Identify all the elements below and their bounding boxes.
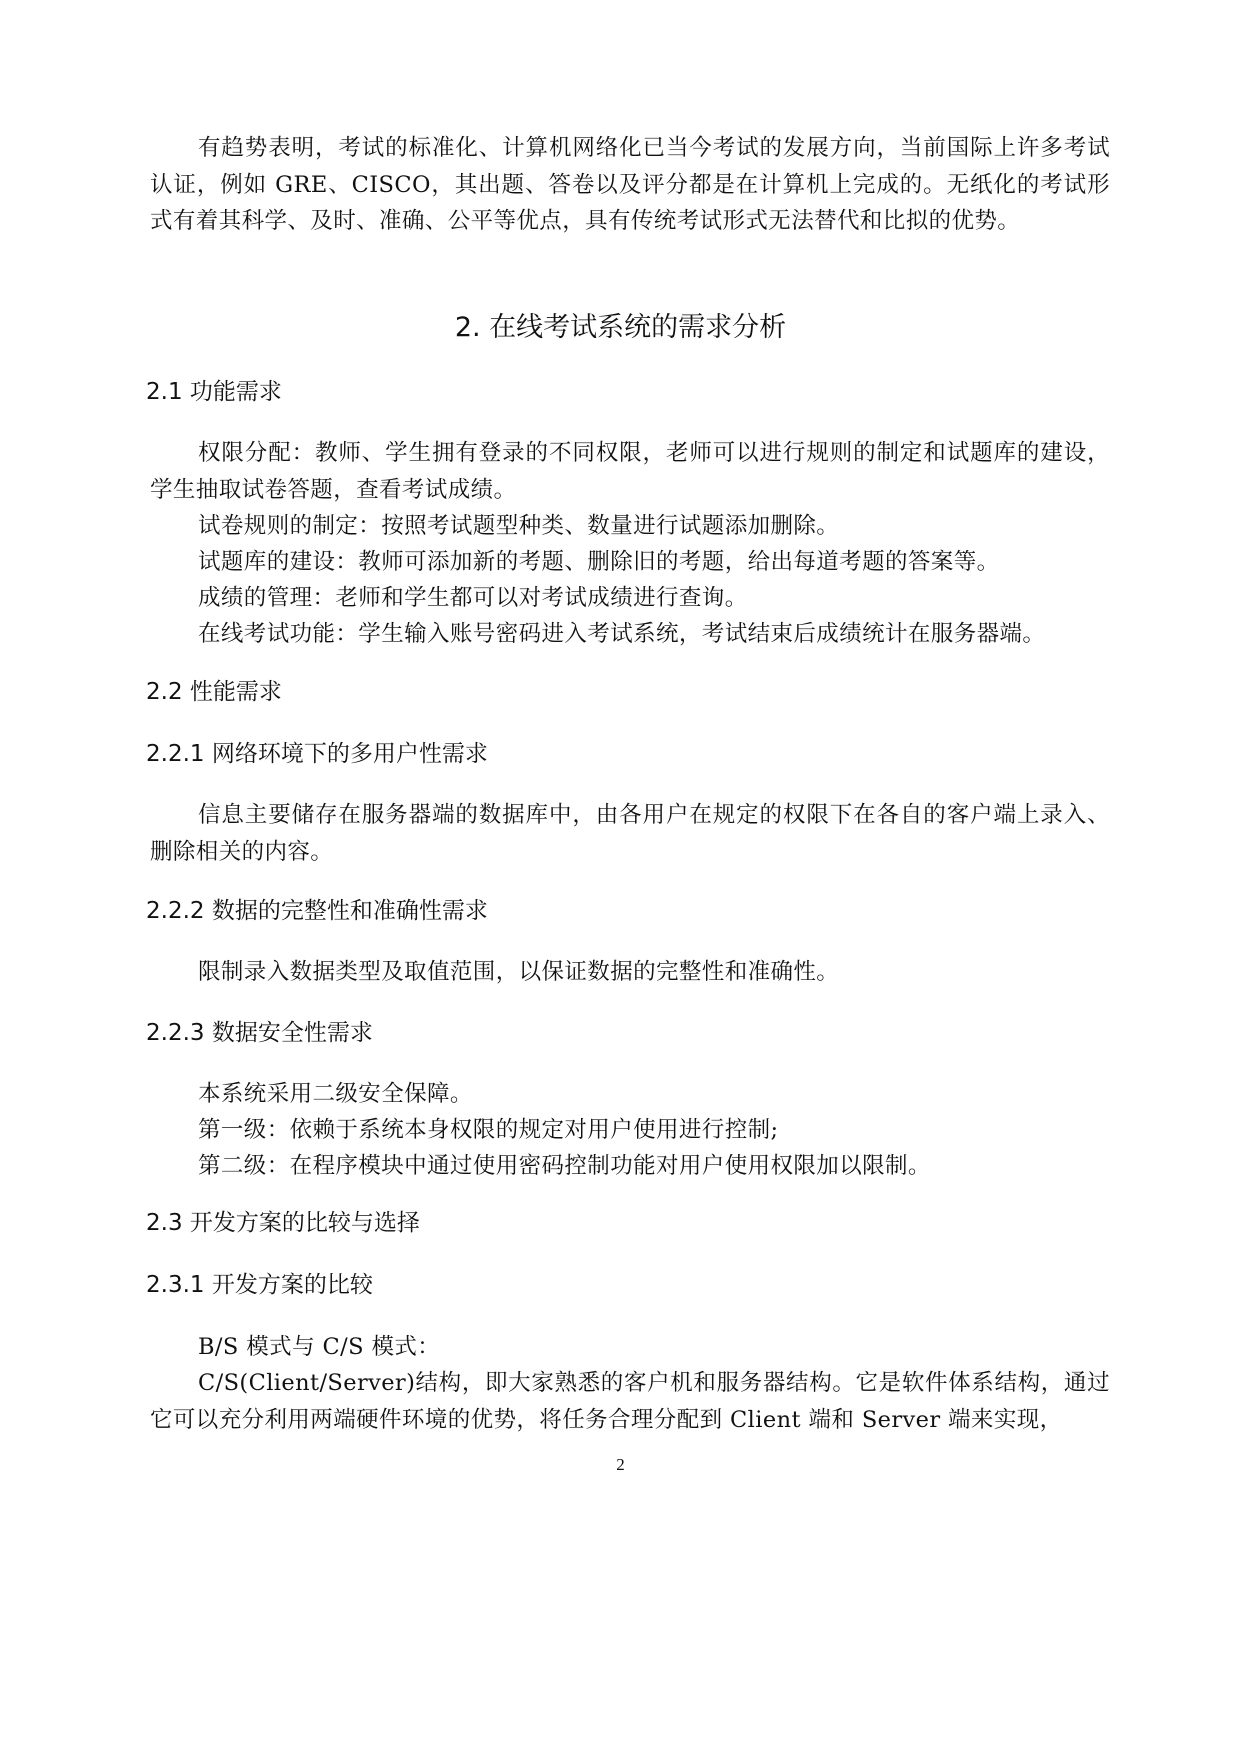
section-2-3-1-line: B/S 模式与 C/S 模式：: [198, 1334, 441, 1360]
section-2-1-paragraph: 权限分配：教师、学生拥有登录的不同权限，老师可以进行规则的制定和试题库的建设，学生抽取试卷答题，查看考试成绩。: [150, 440, 1110, 503]
section-2-1-line: 成绩的管理：老师和学生都可以对考试成绩进行查询。: [198, 585, 748, 611]
section-2-3-1-heading: 2.3.1 开发方案的比较: [146, 1272, 373, 1298]
section-2-1-heading: 2.1 功能需求: [146, 379, 282, 405]
section-2-1-line: 在线考试功能：学生输入账号密码进入考试系统，考试结束后成绩统计在服务器端。: [198, 621, 1046, 647]
section-2-3-heading: 2.3 开发方案的比较与选择: [146, 1210, 420, 1236]
page-number: 2: [616, 1455, 625, 1474]
section-2-2-1-paragraph: 信息主要储存在服务器端的数据库中，由各用户在规定的权限下在各自的客户端上录入、删除相关的内容。: [150, 802, 1110, 865]
section-2-2-3-heading: 2.2.3 数据安全性需求: [146, 1020, 373, 1046]
section-2-1-line: 试题库的建设：教师可添加新的考题、删除旧的考题，给出每道考题的答案等。: [198, 549, 1000, 575]
section-2-2-3-line: 第一级：依赖于系统本身权限的规定对用户使用进行控制;: [198, 1117, 779, 1143]
section-2-2-2-line: 限制录入数据类型及取值范围，以保证数据的完整性和准确性。: [198, 959, 840, 985]
section-2-2-3-line: 第二级：在程序模块中通过使用密码控制功能对用户使用权限加以限制。: [198, 1153, 931, 1179]
intro-paragraph: 有趋势表明，考试的标准化、计算机网络化已当今考试的发展方向，当前国际上许多考试认证，例如 GRE、CISCO，其出题、答卷以及评分都是在计算机上完成的。无纸化的考试形式有着其科学、及时、准确、公平等优点，具有传统考试形式无法替代和比拟的优势。: [150, 135, 1110, 234]
section-2-3-1-paragraph: C/S(Client/Server)结构，即大家熟悉的客户机和服务器结构。它是软件体系结构，通过它可以充分利用两端硬件环境的优势，将任务合理分配到 Client 端和 Server 端来实现，: [150, 1370, 1110, 1433]
section-2-2-heading: 2.2 性能需求: [146, 679, 282, 705]
chapter-title: 2. 在线考试系统的需求分析: [454, 312, 787, 343]
section-2-1-line: 试卷规则的制定：按照考试题型种类、数量进行试题添加删除。: [198, 513, 840, 539]
section-2-2-1-heading: 2.2.1 网络环境下的多用户性需求: [146, 741, 488, 767]
section-2-2-2-heading: 2.2.2 数据的完整性和准确性需求: [146, 898, 488, 924]
section-2-2-3-line: 本系统采用二级安全保障。: [198, 1081, 473, 1107]
